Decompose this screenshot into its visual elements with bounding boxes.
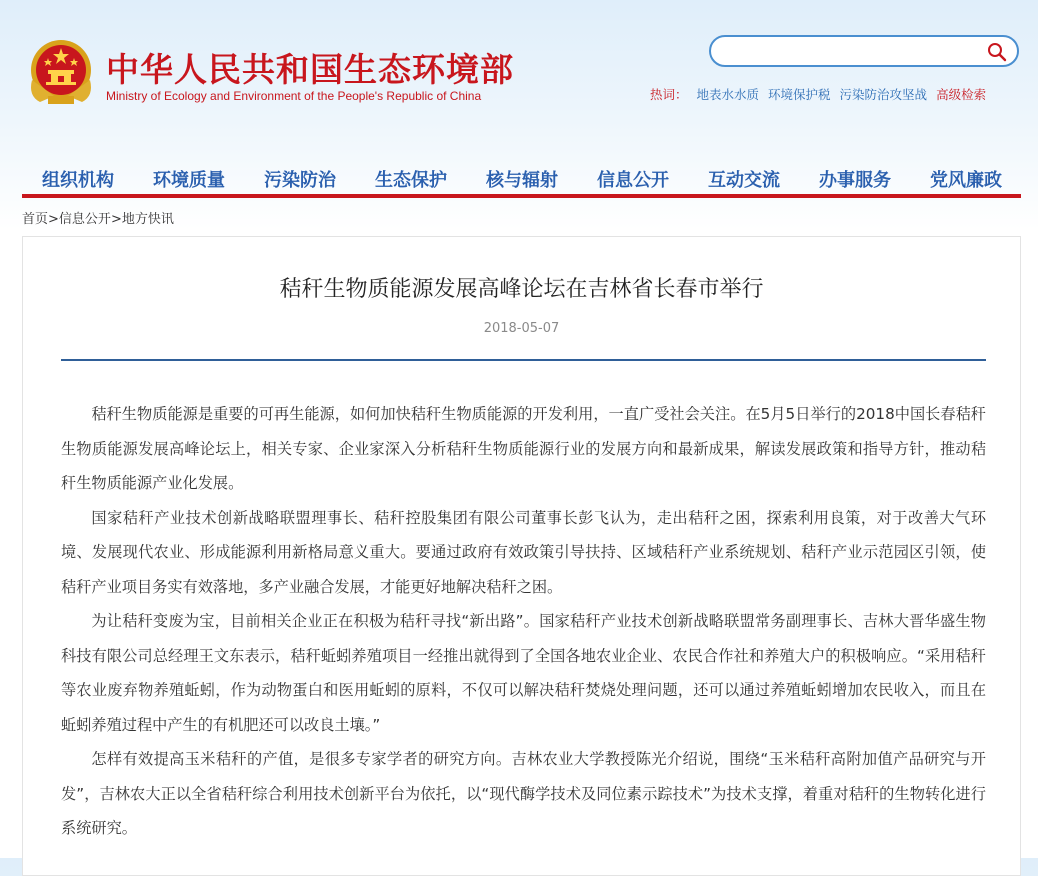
article-body	[61, 397, 986, 846]
nav-item-environment-quality[interactable]: 环境质量	[153, 170, 225, 191]
breadcrumb-home[interactable]: 首页	[22, 212, 49, 227]
search-box	[709, 35, 1019, 67]
breadcrumb	[22, 208, 174, 227]
hotwords-label: 热词：	[650, 87, 688, 102]
nav-item-information-disclosure[interactable]: 信息公开	[597, 170, 669, 191]
advanced-search-link[interactable]: 高级检索	[936, 87, 987, 102]
site-subtitle: Ministry of Ecology and Environment of the People's Republic of China	[106, 89, 482, 103]
site-header	[0, 0, 1038, 150]
nav-item-pollution-control[interactable]: 污染防治	[264, 170, 336, 191]
breadcrumb-local-news[interactable]: 地方快讯	[121, 212, 174, 227]
article-date: 2018-05-07	[483, 321, 560, 336]
article-paragraph: 秸秆生物质能源是重要的可再生能源，如何加快秸秆生物质能源的开发利用，一直广受社会关注。在5月5日举行的2018中国长春秸秆生物质能源发展高峰论坛上，相关专家、企业家深入分析秸秆生物质能源行业的发展方向和最新成果，解读发展政策和指导方针，推动秸秆生物质能源产业化发展。	[61, 405, 986, 492]
breadcrumb-info-disclosure[interactable]: 信息公开	[58, 212, 111, 227]
search-icon[interactable]	[987, 42, 1007, 62]
breadcrumb-separator: >	[48, 212, 59, 227]
breadcrumb-separator: >	[110, 212, 122, 227]
article-panel	[22, 236, 1021, 876]
hotword-link[interactable]: 环境保护税	[768, 87, 831, 102]
national-emblem-icon[interactable]	[26, 36, 96, 108]
nav-item-nuclear-radiation[interactable]: 核与辐射	[486, 170, 558, 191]
search-input[interactable]	[725, 42, 989, 64]
hotwords-bar	[650, 85, 986, 103]
article-paragraph: 为让秸秆变废为宝，目前相关企业正在积极为秸秆寻找“新出路”。国家秸秆产业技术创新战略联盟常务副理事长、吉林大晋华盛生物科技有限公司总经理王文东表示，秸秆蚯蚓养殖项目一经推出就得到了全国各地农业企业、农民合作社和养殖大户的积极响应。“采用秸秆等农业废弃物养殖蚯蚓，作为动物蛋白和医用蚯蚓的原料，不仅可以解决秸秆焚烧处理问题，还可以通过养殖蚯蚓增加农民收入，而且在蚯蚓养殖过程中产生的有机肥还可以改良土壤。”	[61, 612, 986, 734]
nav-item-party-integrity[interactable]: 党风廉政	[930, 170, 1002, 191]
nav-item-organization[interactable]: 组织机构	[42, 170, 114, 191]
title-divider	[61, 359, 986, 361]
nav-item-interaction[interactable]: 互动交流	[708, 170, 780, 191]
main-nav	[22, 160, 1021, 198]
hotword-link[interactable]: 污染防治攻坚战	[839, 87, 928, 102]
nav-item-ecology-protection[interactable]: 生态保护	[375, 170, 447, 191]
article-title: 秸秆生物质能源发展高峰论坛在吉林省长春市举行	[279, 277, 764, 302]
site-title[interactable]: 中华人民共和国生态环境部	[106, 50, 514, 89]
hotword-link[interactable]: 地表水水质	[696, 87, 760, 102]
article-paragraph: 怎样有效提高玉米秸秆的产值，是很多专家学者的研究方向。吉林农业大学教授陈光介绍说，围绕“玉米秸秆高附加值产品研究与开发”，吉林农大正以全省秸秆综合利用技术创新平台为依托，以“现代酶学技术及同位素示踪技术”为技术支撑，着重对秸秆的生物转化进行系统研究。	[61, 750, 986, 837]
nav-item-services[interactable]: 办事服务	[819, 170, 891, 191]
article-paragraph: 国家秸秆产业技术创新战略联盟理事长、秸秆控股集团有限公司董事长彭飞认为，走出秸秆之困，探索利用良策，对于改善大气环境、发展现代农业、形成能源利用新格局意义重大。要通过政府有效政策引导扶持、区域秸秆产业系统规划、秸秆产业示范园区引领，使秸秆产业项目务实有效落地，多产业融合发展，才能更好地解决秸秆之困。	[61, 508, 986, 596]
